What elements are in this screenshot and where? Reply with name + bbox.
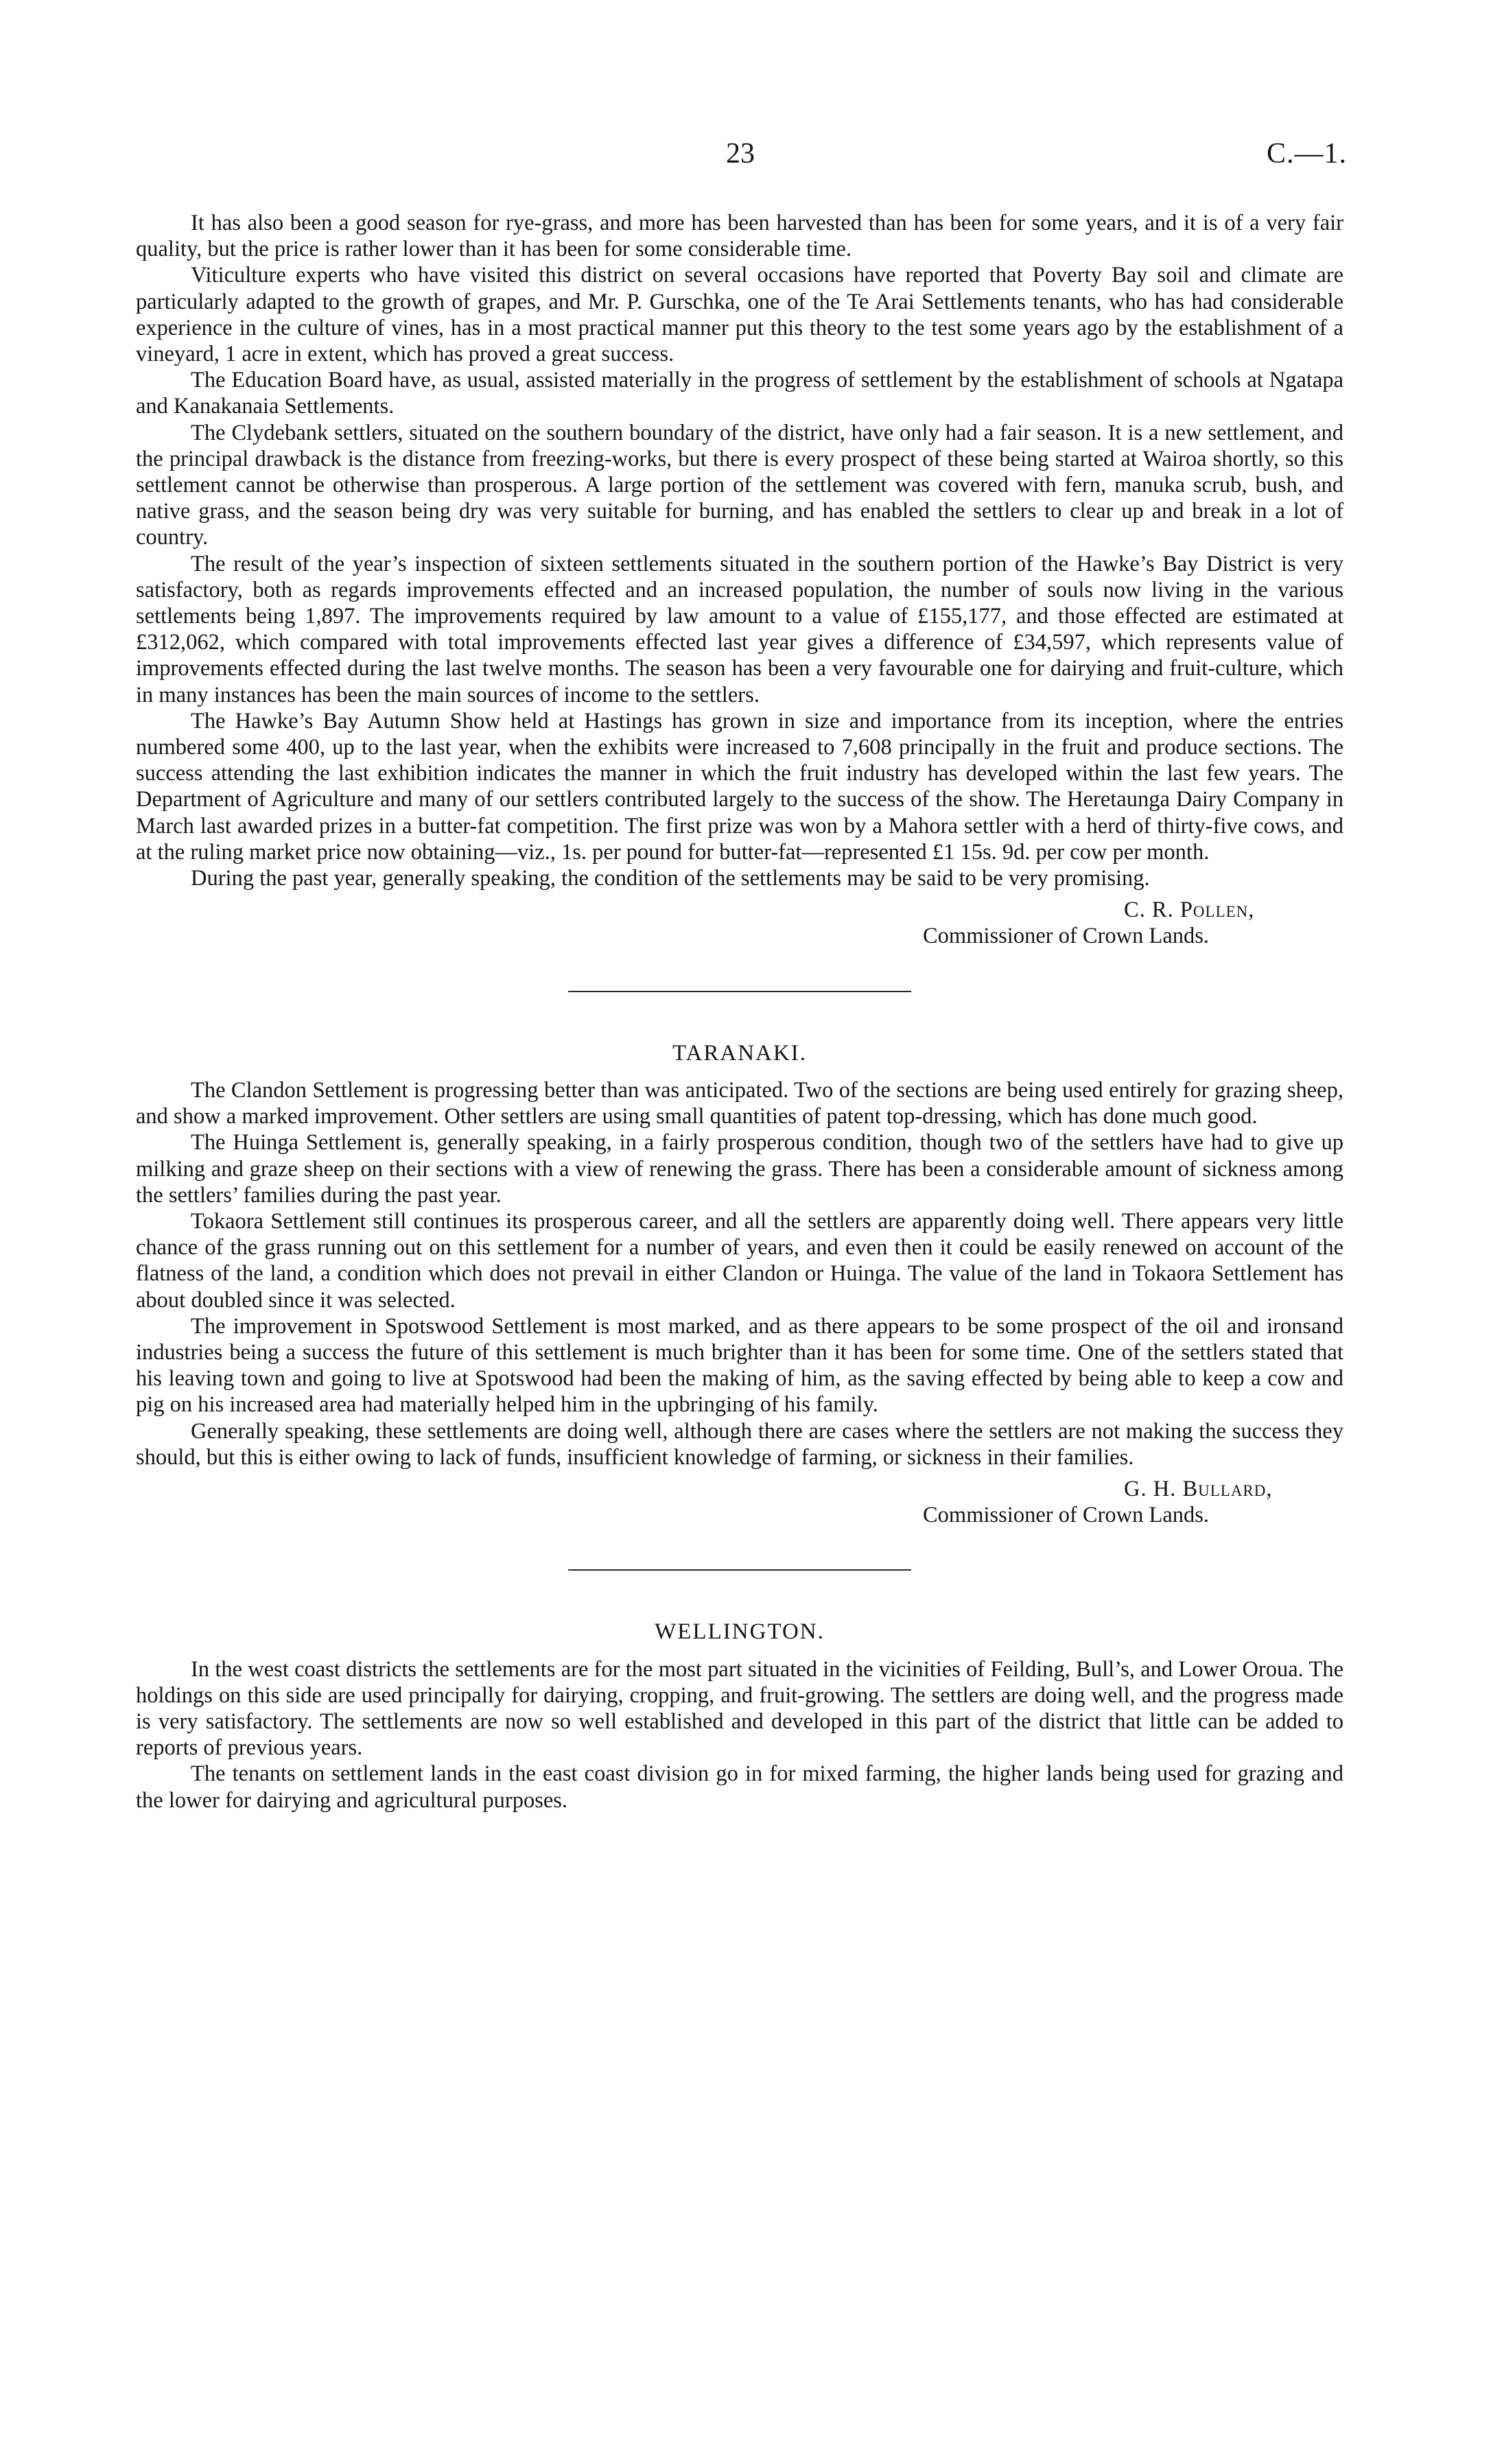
paragraph-clydebank: The Clydebank settlers, situated on the southern boundary of the district, have only had a fair season. It is a new settlement, and the principal drawback is the distance from freezing-works, but there is every prospect of these being started at Wairoa shortly, so this settlement cannot be otherwise than prosperous. A large portion of the settlement was covered with fern, manuka scrub, bush, and native grass, and the season being dry was very suitable for burning, and has enabled the settlers to clear up and break in a lot of country. [136, 420, 1343, 550]
section-title-taranaki: TARANAKI. [672, 1040, 807, 1066]
section-title-wellington: WELLINGTON. [655, 1619, 825, 1645]
paragraph-spotswood: The improvement in Spotswood Settlement is most marked, and as there appears to be some prospect of the oil and ironsand industries being a success the future of this settlement is much brighter than it has been for some time. One of the settlers stated that his leaving town and going to live at Spotswood had been the making of him, as the saving effected by being able to keep a cow and pig on his increased area had materially helped him in the upbringing of his family. [136, 1313, 1343, 1418]
page-header [0, 137, 1491, 178]
signature-title: Commissioner of Crown Lands. [923, 1503, 1210, 1528]
signature-block-bullard [136, 1476, 1343, 1528]
paragraph-rye-grass: It has also been a good season for rye-grass, and more has been harvested than has been for some years, and it is of a very fair quality, but the price is rather lower than it has been for some considerable time. [136, 211, 1343, 262]
paragraph-west-coast: In the west coast districts the settlements are for the most part situated in the vicinities of Feilding, Bull’s, and Lower Oroua. The holdings on this side are used principally for dairying, cropping, and fruit-growing. The settlers are doing well, and the progress made is very satisfactory. The settlements are now so well established and developed in this part of the district that little can be added to reports of previous years. [136, 1656, 1343, 1761]
paragraph-autumn-show: The Hawke’s Bay Autumn Show held at Hastings has grown in size and importance from its inception, where the entries numbered some 400, up to the last year, when the exhibits were increased to 7,608 principally in the fruit and produce sections. The success attending the last exhibition indicates the manner in which the fruit industry has developed within the last few years. The Department of Agriculture and many of our settlers contributed largely to the success of the show. The Heretaunga Dairy Company in March last awarded prizes in a butter-fat competition. The first prize was won by a Mahora settler with a herd of thirty-five cows, and at the ruling market price now obtaining—viz., 1s. per pound for butter-fat—represented £1 15s. 9d. per cow per month. [136, 708, 1343, 865]
section-divider [568, 991, 911, 992]
document-body [136, 210, 1343, 1814]
section-divider [568, 1569, 911, 1571]
paragraph-clandon: The Clandon Settlement is progressing better than was anticipated. Two of the sections are being used entirely for grazing sheep, and show a marked improvement. Other settlers are using small quantities of patent top-dressing, which has done much good. [136, 1077, 1343, 1129]
page-number: 23 [726, 138, 755, 169]
paragraph-past-year: During the past year, generally speaking, the condition of the settlements may be said to be very promising. [191, 866, 1150, 891]
paragraph-hawkes-bay-inspection: The result of the year’s inspection of sixteen settlements situated in the southern portion of the Hawke’s Bay District is very satisfactory, both as regards improvements effected and an increased population, the number of souls now living in the various settlements being 1,897. The improvements required by law amount to a value of £155,177, and those effected are estimated at £312,062, which compared with total improvements effected last year gives a difference of £34,597, which represents value of improvements effected during the last twelve months. The season has been a very favourable one for dairying and fruit-culture, which in many instances has been the main sources of income to the settlers. [136, 551, 1343, 707]
paragraph-huinga: The Huinga Settlement is, generally speaking, in a fairly prosperous condition, though two of the settlers have had to give up milking and graze sheep on their sections with a view of renewing the grass. There has been a considerable amount of sickness among the settlers’ families during the past year. [136, 1130, 1343, 1208]
document-reference: C.—1. [1266, 138, 1347, 169]
signature-name: G. H. Bullard, [1124, 1476, 1273, 1501]
signature-title: Commissioner of Crown Lands. [923, 924, 1210, 949]
paragraph-education-board: The Education Board have, as usual, assisted materially in the progress of settlement by the establishment of schools at Ngatapa and Kanakanaia Settlements. [136, 368, 1343, 419]
paragraph-taranaki-general: Generally speaking, these settlements are doing well, although there are cases where the settlers are not making the success they should, but this is either owing to lack of funds, insufficient knowledge of farming, or sickness in their families. [136, 1418, 1343, 1470]
signature-name: C. R. Pollen, [1124, 897, 1255, 923]
paragraph-viticulture: Viticulture experts who have visited this district on several occasions have reported that Poverty Bay soil and climate are particularly adapted to the growth of grapes, and Mr. P. Gurschka, one of the Te Arai Settlements tenants, who has had considerable experience in the culture of vines, has in a most practical manner put this theory to the test some years ago by the establishment of a vineyard, 1 acre in extent, which has proved a great success. [136, 263, 1343, 367]
paragraph-east-coast: The tenants on settlement lands in the east coast division go in for mixed farming, the higher lands being used for grazing and the lower for dairying and agricultural purposes. [136, 1761, 1343, 1813]
signature-block-pollen [136, 897, 1343, 949]
paragraph-tokaora: Tokaora Settlement still continues its prosperous career, and all the settlers are apparently doing well. There appears very little chance of the grass running out on this settlement for a number of years, and even then it could be easily renewed on account of the flatness of the land, a condition which does not prevail in either Clandon or Huinga. The value of the land in Tokaora Settlement has about doubled since it was selected. [136, 1208, 1343, 1313]
